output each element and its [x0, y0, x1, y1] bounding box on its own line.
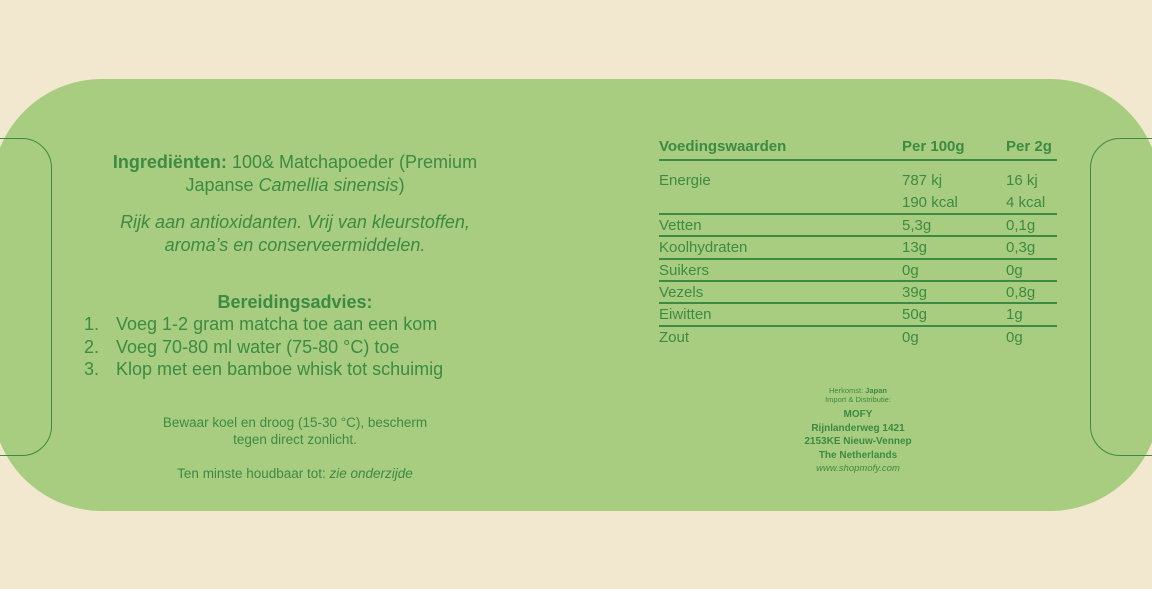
step-number: 1.: [84, 314, 100, 334]
nutrition-header-per2: Per 2g: [1006, 138, 1052, 155]
company-street: Rijnlanderweg 1421: [811, 422, 905, 434]
nutrient-per100: 39g: [902, 283, 928, 301]
nutrient-name: Vezels: [659, 283, 704, 301]
nutrient-name: Zout: [659, 328, 690, 346]
nutrient-per2: 4 kcal: [1006, 194, 1046, 212]
nutrition-row: [659, 304, 1057, 326]
best-before-label: Ten minste houdbaar tot:: [177, 466, 330, 481]
origin-label: Herkomst:: [829, 386, 866, 395]
nutrition-row: [659, 260, 1057, 282]
preparation-steps: [84, 313, 443, 381]
preparation-step: [84, 336, 443, 359]
ingredients-close: ): [398, 175, 405, 195]
nutrient-name: Energie: [659, 172, 711, 189]
nutrition-row: [659, 192, 1057, 214]
nutrition-row: [659, 327, 1057, 349]
step-number: 2.: [84, 336, 100, 357]
best-before-value: zie onderzijde: [329, 466, 413, 481]
nutrient-per2: 16 kj: [1006, 172, 1038, 189]
nutrient-per2: 0g: [1006, 328, 1023, 346]
product-claim: [60, 211, 530, 257]
storage-line: tegen direct zonlicht.: [233, 432, 357, 447]
storage-line: Bewaar koel en droog (15-30 °C), bescherm: [162, 415, 428, 430]
preparation-title: Bereidingsadvies:: [217, 292, 373, 312]
nutrient-per2: 0,8g: [1006, 283, 1036, 301]
nutrition-row: [659, 282, 1057, 304]
nutrient-per100: 0g: [902, 328, 919, 346]
step-text: Klop met een bamboe whisk tot schuimig: [116, 359, 444, 379]
nutrient-per2: 1g: [1006, 306, 1023, 324]
nutrition-row: [659, 215, 1057, 237]
preparation-step: [84, 313, 443, 336]
claim-line: Rijk aan antioxidanten. Vrij van kleurstoffen,: [120, 212, 470, 232]
nutrient-per100: 0g: [902, 261, 919, 279]
nutrient-name: [659, 192, 902, 212]
website-link[interactable]: www.shopmofy.com: [816, 463, 900, 474]
nutrient-per100: 13g: [902, 239, 928, 257]
nutrition-header-per100: Per 100g: [902, 138, 965, 155]
nutrient-per2: 0,1g: [1006, 216, 1036, 234]
company-country: The Netherlands: [818, 449, 898, 461]
step-text: Voeg 1-2 gram matcha toe aan een kom: [116, 314, 438, 334]
right-fold-outline: [1090, 138, 1152, 456]
nutrient-name: Vetten: [659, 216, 702, 234]
nutrient-per100: 50g: [902, 306, 928, 324]
claim-line: aroma’s en conserveermiddelen.: [164, 235, 426, 255]
ingredients: [60, 151, 530, 197]
ingredients-label: Ingrediënten:: [112, 152, 227, 172]
origin-info: [758, 386, 958, 475]
company-city: 2153KE Nieuw-Vennep: [804, 436, 912, 447]
nutrient-name: Suikers: [659, 261, 710, 279]
step-number: 3.: [84, 359, 100, 379]
best-before: [120, 465, 470, 482]
storage-advice: [120, 414, 470, 448]
origin-line: [758, 386, 958, 395]
nutrient-name: Koolhydraten: [659, 239, 748, 257]
ingredients-text: 100& Matchapoeder (Premium: [226, 152, 478, 172]
nutrition-header: [659, 136, 1057, 161]
nutrient-per2: 0g: [1006, 261, 1023, 279]
ingredients-species: Camellia sinensis: [258, 175, 399, 195]
nutrient-name: Eiwitten: [659, 306, 712, 324]
origin-value: Japan: [865, 386, 887, 395]
company-name: MOFY: [843, 409, 873, 420]
nutrient-per2: 0,3g: [1006, 239, 1036, 257]
nutrient-per100: 5,3g: [902, 216, 932, 234]
nutrition-table: [659, 136, 1057, 349]
left-fold-outline: [0, 138, 52, 456]
ingredients-text-2: Japanse: [185, 175, 259, 195]
nutrition-row: [659, 170, 1057, 192]
import-label: Import & Distributie:: [825, 395, 891, 404]
step-text: Voeg 70-80 ml water (75-80 °C) toe: [116, 336, 400, 357]
nutrient-per100: 190 kcal: [902, 194, 958, 212]
nutrition-header-name: Voedingswaarden: [659, 138, 787, 155]
nutrient-per100: 787 kj: [902, 172, 943, 189]
nutrition-row: [659, 237, 1057, 259]
preparation-step: [84, 358, 443, 381]
